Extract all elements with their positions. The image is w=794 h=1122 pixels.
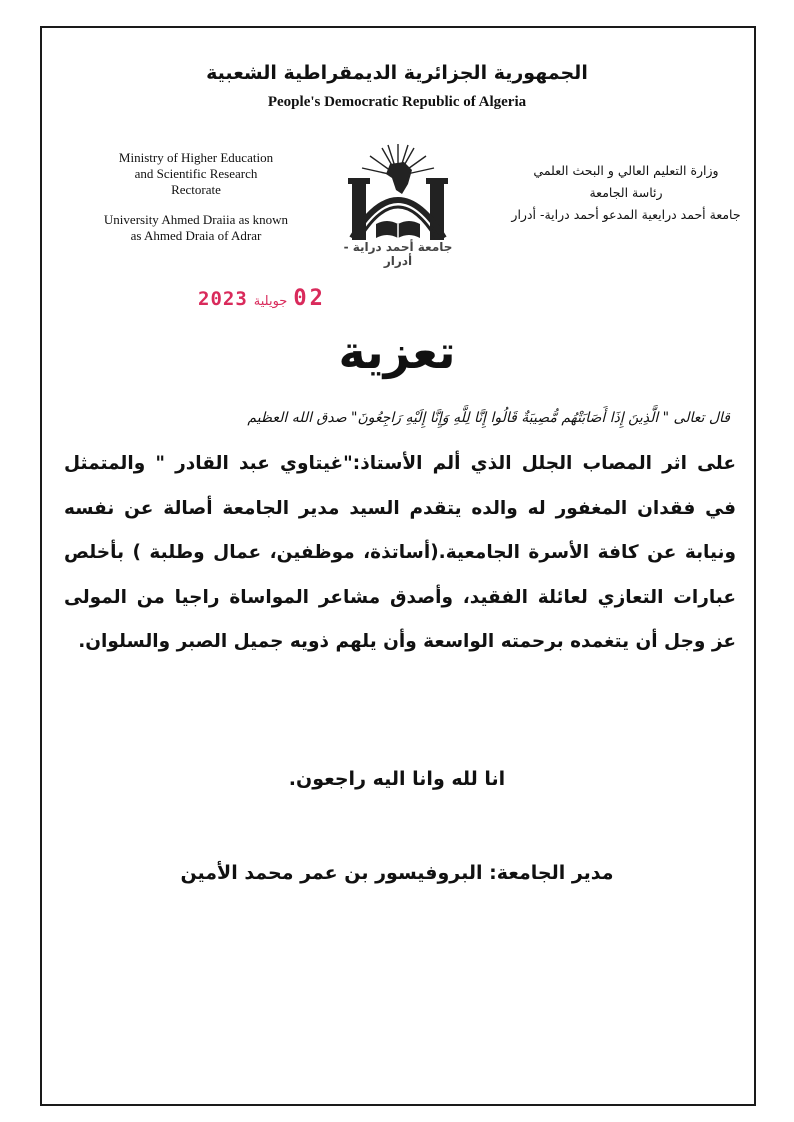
- condolence-body: على اثر المصاب الجلل الذي ألم الأستاذ:"غيتاوي عبد القادر " والمتمثل في فقدان المغفور له والده يتقدم السيد مدير الجامعة أصالة عن نفسه ونيابة عن كافة الأسرة الجامعية.(أساتذة، موظفين، عمال وطلبة ) بأخلص عبارات التعازي لعائلة الفقيد، وأصدق مشاعر المواساة راجيا من المولى عز وجل أن يتغمده برحمته الواسعة وأن يلهم ذويه جميل الصبر والسلوان.: [64, 453, 736, 652]
- arabic-letterhead: [506, 160, 746, 226]
- quran-verse: قال تعالى " الَّذِينَ إِذَا أَصَابَتْهُم مُّصِيبَةٌ قَالُوا إِنَّا لِلَّهِ وَإِنَّا إِلَيْهِ رَاجِعُونَ" صدق الله العظيم: [247, 410, 730, 426]
- stamp-year: 2023: [198, 288, 248, 310]
- ministry-line-arabic: وزارة التعليم العالي و البحث العلمي: [533, 163, 719, 178]
- logo-caption: جامعة أحمد دراية - أدرار: [343, 240, 453, 268]
- stamp-month: جويلية: [253, 294, 288, 309]
- rectorate-line: Rectorate: [171, 182, 221, 197]
- document-title: تعزية: [338, 325, 456, 379]
- ministry-line-2: and Scientific Research: [134, 166, 258, 181]
- university-line: University Ahmed Draiia as known: [103, 212, 289, 227]
- university-line-arabic: جامعة أحمد درايعية المدعو أحمد دراية- أدرار: [511, 207, 741, 222]
- university-line-2: as Ahmed Draia of Adrar: [130, 228, 262, 243]
- stamp-day: 02: [293, 286, 326, 311]
- english-letterhead: [96, 150, 296, 244]
- rectorate-line-arabic: رئاسة الجامعة: [589, 185, 663, 200]
- date-stamp: [198, 286, 328, 311]
- signature-line: مدير الجامعة: البروفيسور بن عمر محمد الأمين: [180, 862, 614, 884]
- republic-name-english: People's Democratic Republic of Algeria: [267, 94, 527, 110]
- republic-name-arabic: الجمهورية الجزائرية الديمقراطية الشعبية: [206, 62, 588, 84]
- closing-phrase: انا لله وانا اليه راجعون.: [288, 768, 506, 790]
- ministry-line: Ministry of Higher Education: [118, 150, 274, 165]
